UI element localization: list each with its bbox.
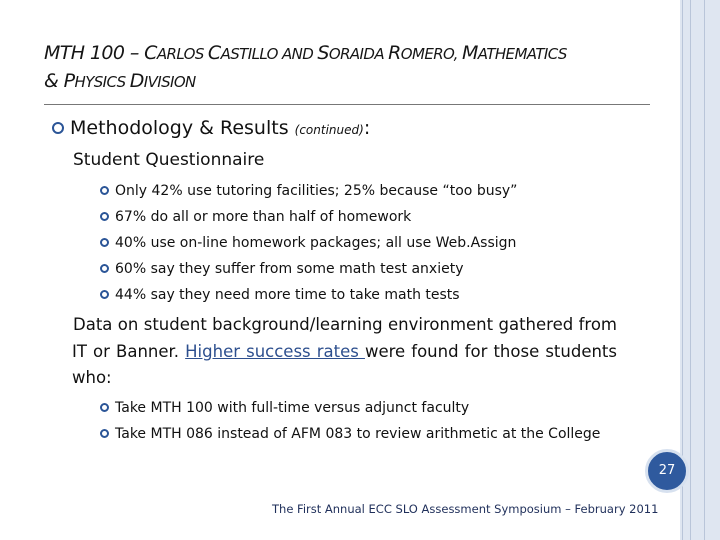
data-section-paragraph: Data on student background/learning environment gathered from IT or Banner. Higher success rates were found for those students who:: [72, 315, 617, 387]
footer-text: The First Annual ECC SLO Assessment Symposium – February 2011: [272, 502, 659, 516]
sidebar-line: [704, 0, 705, 540]
circle-bullet-icon: [100, 403, 109, 412]
circle-bullet-icon: [100, 264, 109, 273]
list-item: Only 42% use tutoring facilities; 25% because “too busy”: [100, 178, 517, 204]
circle-bullet-icon: [52, 122, 64, 134]
higher-success-rates-link[interactable]: Higher success rates: [185, 342, 365, 361]
circle-bullet-icon: [100, 186, 109, 195]
questionnaire-heading: Student Questionnaire: [73, 150, 265, 170]
circle-bullet-icon: [100, 290, 109, 299]
list-item: 44% say they need more time to take math tests: [100, 282, 460, 308]
list-item: 40% use on-line homework packages; all use Web.Assign: [100, 230, 516, 256]
list-item: Take MTH 100 with full-time versus adjunct faculty: [100, 398, 612, 418]
title-divider: [44, 104, 650, 105]
sidebar-line: [690, 0, 691, 540]
page-number-badge: 27: [645, 449, 689, 493]
list-item: 67% do all or more than half of homework: [100, 204, 411, 230]
methodology-heading: Methodology & Results (continued):: [52, 117, 370, 139]
circle-bullet-icon: [100, 238, 109, 247]
list-item: 60% say they suffer from some math test anxiety: [100, 256, 464, 282]
slide-title: MTH 100 – CARLOS CASTILLO AND SORAIDA ROMERO, MATHEMATICS & PHYSICS DIVISION: [44, 42, 567, 92]
circle-bullet-icon: [100, 429, 109, 438]
list-item: Take MTH 086 instead of AFM 083 to review arithmetic at the College: [100, 424, 612, 444]
circle-bullet-icon: [100, 212, 109, 221]
